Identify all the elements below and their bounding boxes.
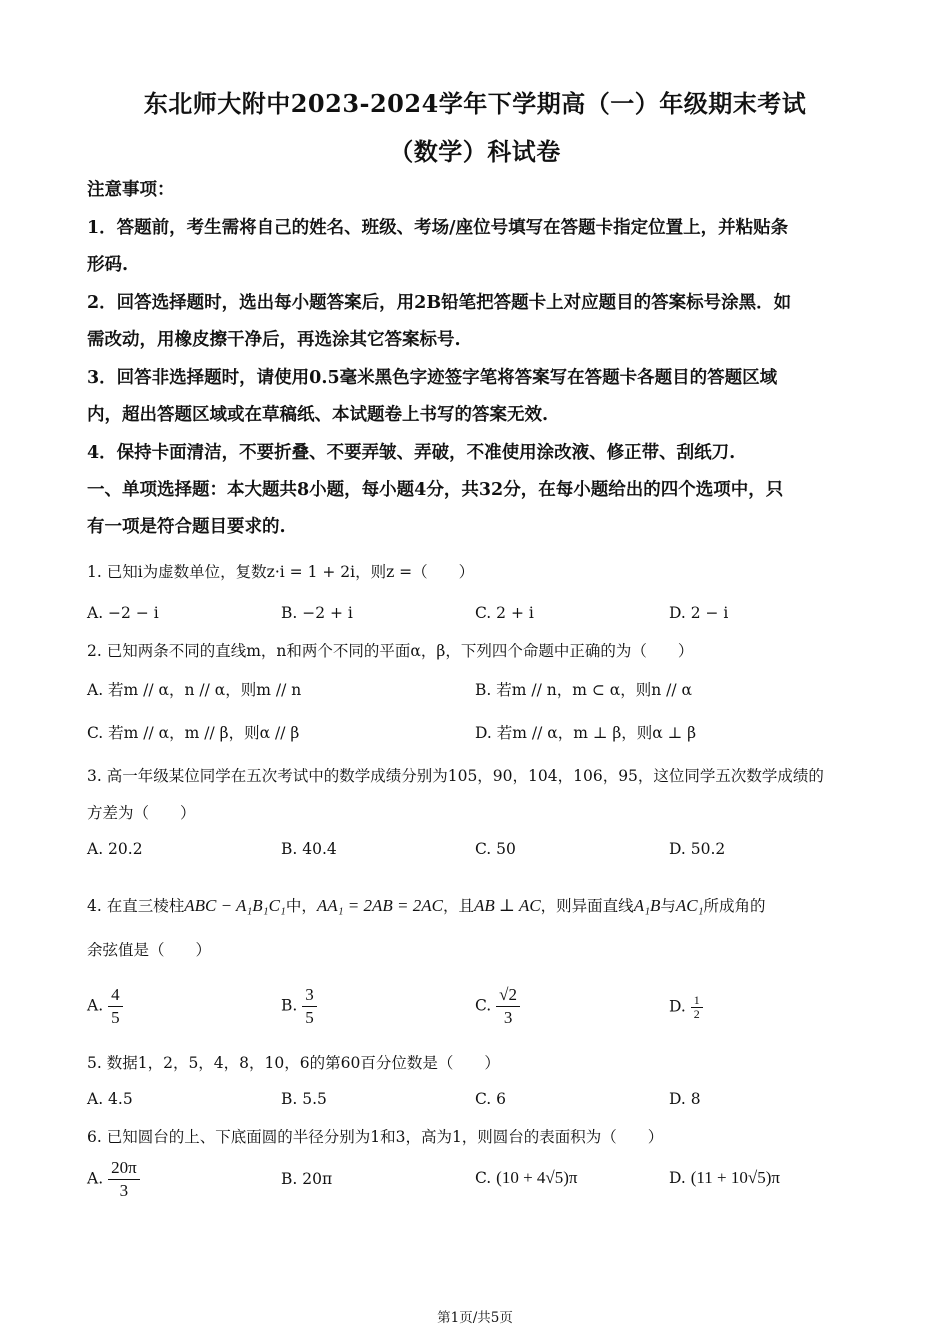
question-1-stem: 1. 已知i为虚数单位，复数z·i = 1 + 2i，则z =（ ） [87,563,475,581]
section-heading-a: 一、单项选择题：本大题共8小题，每小题4分，共32分，在每小题给出的四个选项中，只 [87,480,784,500]
question-3-stem-b: 方差为（ ） [87,804,196,822]
question-2-option-c: C. 若m // α，m // β，则α // β [87,724,300,742]
option-label: B. [281,996,298,1015]
option-label: D. [669,997,686,1016]
question-4-stem-a [87,895,867,917]
notice-item-1b: 形码. [87,255,129,275]
exam-title: 东北师大附中2023-2024学年下学期高（一）年级期末考试 [143,89,807,118]
notice-item-3b: 内，超出答题区域或在草稿纸、本试题卷上书写的答案无效. [87,405,549,425]
section-heading-b: 有一项是符合题目要求的. [87,517,286,537]
fraction [496,984,520,1029]
q4-text-5: 与 [660,897,676,915]
question-5-option-c: C. 6 [475,1090,507,1108]
fraction [108,984,123,1029]
question-6-option-a [87,1157,140,1202]
q4-text-3: ，且 [442,897,474,915]
question-3-stem-a: 3. 高一年级某位同学在五次考试中的数学成绩分别为105，90，104，106，95，这位同学五次数学成绩的 [87,767,824,785]
option-label: C. [475,996,492,1015]
q4-condition-2: AB ⊥ AC [474,896,541,915]
question-2-option-b: B. 若m // n，m ⊂ α，则n // α [475,681,692,699]
q4-text-2: 中， [285,897,317,915]
notice-item-2b: 需改动，用橡皮擦干净后，再选涂其它答案标号. [87,330,461,350]
option-label: D. [669,1169,686,1187]
exam-subtitle: （数学）科试卷 [389,137,561,166]
question-3-option-d: D. 50.2 [669,840,726,858]
numerator: 20π [108,1157,140,1180]
q4-condition-1: AA₁ = 2AB = 2AC [316,896,443,915]
question-4-option-d [669,994,703,1021]
option-label: A. [87,1169,104,1188]
question-4-stem-b: 余弦值是（ ） [87,941,212,959]
q4-text-1: 4. 在直三棱柱 [87,897,185,915]
q4-prism: ABC − A₁B₁C₁ [184,896,286,915]
question-4-option-c [475,984,520,1029]
question-2-stem: 2. 已知两条不同的直线m，n和两个不同的平面α，β，下列四个命题中正确的为（ ） [87,642,694,660]
denominator: 5 [111,1008,120,1027]
question-3-option-b: B. 40.4 [281,840,337,858]
denominator: 3 [503,1008,513,1027]
question-4-option-a [87,984,123,1029]
question-1-option-c: C. 2 + i [475,604,534,622]
q4-text-4: ，则异面直线 [540,897,634,915]
numerator: 4 [108,984,123,1007]
question-6-option-c [475,1168,578,1188]
denominator: 3 [119,1181,129,1200]
q4-line-1: A₁B [633,896,661,915]
notice-item-3a: 3．回答非选择题时，请使用0.5毫米黑色字迹签字笔将答案写在答题卡各题目的答题区域 [87,368,778,388]
question-5-stem: 5. 数据1，2，5，4，8，10，6的第60百分位数是（ ） [87,1054,500,1072]
numerator: 1 [691,994,703,1008]
denominator: 2 [693,1007,700,1021]
question-4-option-b [281,984,317,1029]
fraction [108,1157,140,1202]
question-1-option-b: B. −2 + i [281,604,353,622]
denominator: 5 [305,1008,314,1027]
question-3-option-c: C. 50 [475,840,516,858]
question-6-option-d [669,1168,780,1188]
option-expression: (10 + 4√5)π [496,1168,578,1187]
notice-item-4: 4．保持卡面清洁，不要折叠、不要弄皱、弄破，不准使用涂改液、修正带、刮纸刀. [87,443,736,463]
option-expression: (11 + 10√5)π [690,1168,780,1187]
question-6-stem: 6. 已知圆台的上、下底面圆的半径分别为1和3，高为1，则圆台的表面积为（ ） [87,1128,664,1146]
fraction [302,984,317,1029]
question-5-option-a: A. 4.5 [87,1090,133,1108]
question-2-option-d: D. 若m // α，m ⊥ β，则α ⊥ β [475,724,697,742]
question-2-option-a: A. 若m // α，n // α，则m // n [87,681,302,699]
question-1-option-a: A. −2 − i [87,604,159,622]
question-5-option-b: B. 5.5 [281,1090,327,1108]
notice-item-2a: 2．回答选择题时，选出每小题答案后，用2B铅笔把答题卡上对应题目的答案标号涂黑．如 [87,293,792,313]
fraction [691,994,703,1021]
numerator: 3 [302,984,317,1007]
page-number: 第1页/共5页 [437,1310,513,1326]
notice-item-1a: 1．答题前，考生需将自己的姓名、班级、考场/座位号填写在答题卡指定位置上，并粘贴条 [87,218,789,238]
question-5-option-d: D. 8 [669,1090,701,1108]
question-6-option-b: B. 20π [281,1170,333,1188]
numerator: √2 [496,984,520,1007]
q4-line-2: AC₁ [675,896,704,915]
option-label: A. [87,996,104,1015]
q4-text-6: 所成角的 [703,897,766,915]
notice-heading: 注意事项： [87,180,175,200]
question-3-option-a: A. 20.2 [87,840,143,858]
option-label: C. [475,1169,492,1187]
question-1-option-d: D. 2 − i [669,604,729,622]
